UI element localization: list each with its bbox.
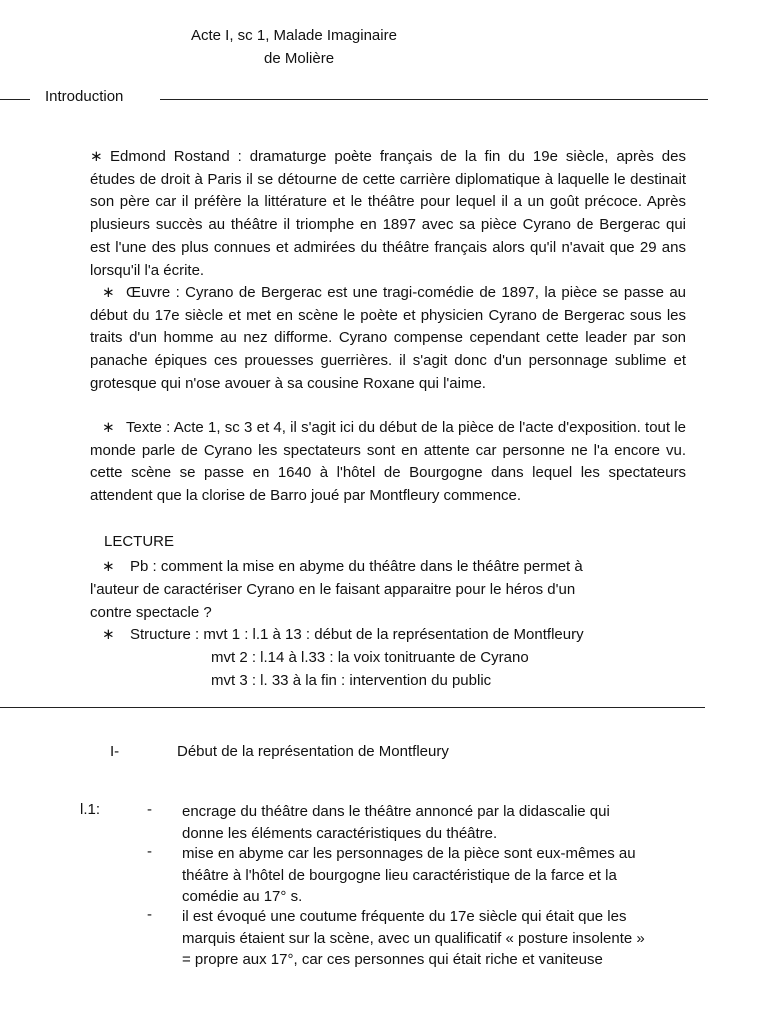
paragraph-text: Edmond Rostand : dramaturge poète français de la fin du 19e siècle, après des études de droit à Paris il se détourne de cette carrière diplomatique à laquelle le destinait son père car il préfère la littérature et le théâtre pour lequel il a un goût précoce. Après plusieurs succès au théâtre il triomphe en 1897 avec sa pièce Cyrano de Bergerac qui est l'une des plus connues et admirées du théâtre français alors qu'il n'avait que 29 ans lorsqu'il l'a écrite. — [90, 148, 686, 279]
list-item — [182, 843, 636, 908]
intro-paragraph-texte — [90, 417, 686, 508]
document-title: Acte I, sc 1, Malade Imaginaire — [191, 27, 397, 44]
dash-bullet: - — [147, 906, 152, 923]
dash-bullet: - — [147, 801, 152, 818]
list-item-line: comédie au 17° s. — [182, 888, 303, 905]
divider-right — [160, 99, 708, 100]
bullet-star-icon: ∗ — [102, 626, 115, 643]
list-item — [182, 801, 610, 844]
part-number: I- — [110, 743, 120, 760]
bullet-star-icon: ∗ — [102, 558, 115, 575]
list-item-line: = propre aux 17°, car ces personnes qui était riche et vaniteuse — [182, 951, 603, 968]
divider-left — [0, 99, 30, 100]
bullet-star-icon: ∗ — [90, 148, 103, 165]
bullet-star-icon: ∗ — [102, 419, 115, 436]
pb-line: Pb : comment la mise en abyme du théâtre dans le théâtre permet à — [130, 558, 583, 575]
structure — [90, 623, 584, 692]
paragraph-text: Texte : Acte 1, sc 3 et 4, il s'agit ici du début de la pièce de l'acte d'exposition. tout le monde parle de Cyrano les spectateurs sont en attente car personne ne l'a encore vu. cette scène se passe en 1640 à l'hôtel de Bourgogne dans lequel les spectateurs attendent que la clorise de Barro joué par Montfleury commence. — [90, 419, 686, 505]
paragraph-text: Œuvre : Cyrano de Bergerac est une tragi-comédie de 1897, la pièce se passe au début du 17e siècle et met en scène le poète et physicien Cyrano de Bergerac sous les traits d'un homme au nez difforme. Cyrano compense cependant cette leader par son panache épiques ces prouesses guerrières. il s'agit donc d'un personnage sublime et grotesque qui n'ose avouer à sa cousine Roxane qui l'aime. — [90, 284, 686, 392]
pb-line: l'auteur de caractériser Cyrano en le faisant apparaitre pour le héros d'un — [90, 581, 576, 598]
line-reference: l.1: — [80, 801, 101, 818]
list-item-line: il est évoqué une coutume fréquente du 17e siècle qui était que les — [182, 908, 627, 925]
list-item-line: mise en abyme car les personnages de la pièce sont eux-mêmes au — [182, 845, 636, 862]
pb-line: contre spectacle ? — [90, 604, 212, 621]
list-item — [182, 906, 645, 971]
part-title: Début de la représentation de Montfleury — [177, 743, 449, 760]
intro-paragraph-oeuvre — [90, 282, 686, 396]
list-item-line: donne les éléments caractéristiques du théâtre. — [182, 824, 498, 842]
structure-line: mvt 3 : l. 33 à la fin : intervention du public — [211, 672, 492, 689]
lecture-label: LECTURE — [104, 533, 175, 550]
dash-bullet: - — [147, 843, 152, 860]
document-author: de Molière — [264, 50, 335, 67]
list-item-line: encrage du théâtre dans le théâtre annoncé par la didascalie qui — [182, 803, 610, 820]
section-heading: Introduction — [45, 88, 124, 105]
list-item-line: marquis étaient sur la scène, avec un qualificatif « posture insolente » — [182, 929, 645, 947]
structure-line: Structure : mvt 1 : l.1 à 13 : début de la représentation de Montfleury — [130, 626, 584, 643]
problematique — [90, 555, 583, 624]
list-item-line: théâtre à l'hôtel de bourgogne lieu caractéristique de la farce et la — [182, 866, 617, 884]
bullet-star-icon: ∗ — [102, 284, 115, 301]
structure-line: mvt 2 : l.14 à l.33 : la voix tonitruante de Cyrano — [211, 649, 529, 666]
intro-paragraph-rostand — [90, 146, 686, 282]
section-divider — [0, 707, 705, 708]
